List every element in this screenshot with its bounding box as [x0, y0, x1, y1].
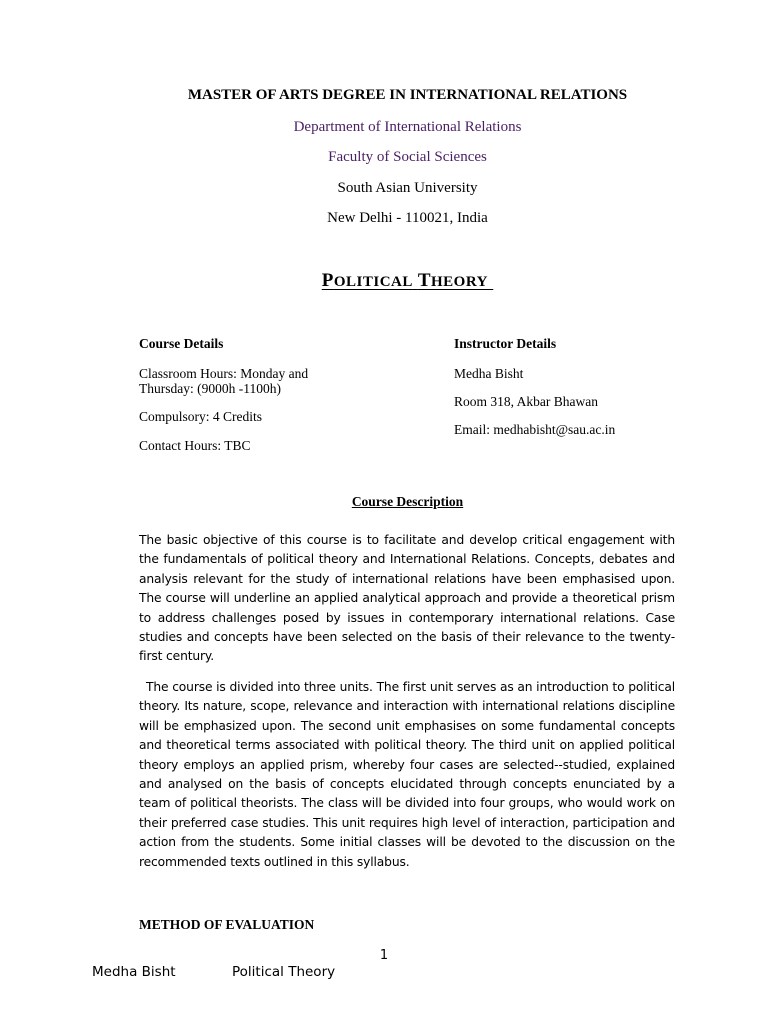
page-number: 1: [379, 948, 389, 963]
degree-heading: MASTER OF ARTS DEGREE IN INTERNATIONAL RELATIONS: [187, 87, 628, 103]
evaluation-heading: METHOD OF EVALUATION: [139, 917, 315, 932]
university-name: South Asian University: [337, 180, 478, 196]
page-title: [0, 270, 768, 292]
title-initial-1: P: [321, 270, 334, 291]
footer-author: Medha Bisht: [92, 964, 176, 980]
credits-text: Compulsory: 4 Credits: [139, 409, 263, 424]
title-rest-2: HEORY: [431, 274, 488, 290]
title-rest-1: OLITICAL: [333, 274, 413, 290]
description-paragraph-2: The course is divided into three units. The first unit serves as an introduction to political theory. Its nature, scope, relevance and interaction with international relations discipline will be emphasized upon. The second unit emphasises on some fundamental concepts and theoretical terms associated with political theory. The third unit on applied political theory employs an applied prism, whereby four cases are selected--studied, explained and analysed on the basis of concepts elucidated through concepts enunciated by a team of political theorists. The class will be divided into four groups, who would work on their preferred case studies. This unit requires high level of interaction, participation and action from the students. Some initial classes will be devoted to the discussion on the recommended texts outlined in this syllabus.: [139, 680, 675, 869]
instructor-email: Email: medhabisht@sau.ac.in: [454, 422, 616, 437]
instructor-room: Room 318, Akbar Bhawan: [454, 394, 598, 409]
classroom-hours-line1: Classroom Hours: Monday and: [139, 366, 309, 381]
course-description-heading: Course Description: [351, 494, 464, 509]
faculty-name: Faculty of Social Sciences: [328, 149, 487, 165]
department-name: Department of International Relations: [293, 119, 522, 135]
classroom-hours-line2: Thursday: (9000h -1100h): [139, 381, 281, 396]
description-paragraph-1: The basic objective of this course is to facilitate and develop critical engagement with the fundamentals of political theory and International Relations. Concepts, debates and analysis relevant for the study of international relations have been emphasised upon. The course will underline an applied analytical approach and provide a theoretical prism to address challenges posed by issues in contemporary international relations. Case studies and concepts have been selected on the basis of their relevance to the twenty-first century.: [139, 533, 675, 664]
course-details-heading: Course Details: [139, 336, 224, 351]
contact-hours-text: Contact Hours: TBC: [139, 438, 251, 453]
instructor-name: Medha Bisht: [454, 366, 524, 381]
footer-course: Political Theory: [232, 964, 336, 980]
university-address: New Delhi - 110021, India: [327, 210, 488, 226]
title-initial-2: T: [417, 270, 431, 291]
instructor-details-heading: Instructor Details: [454, 336, 557, 351]
